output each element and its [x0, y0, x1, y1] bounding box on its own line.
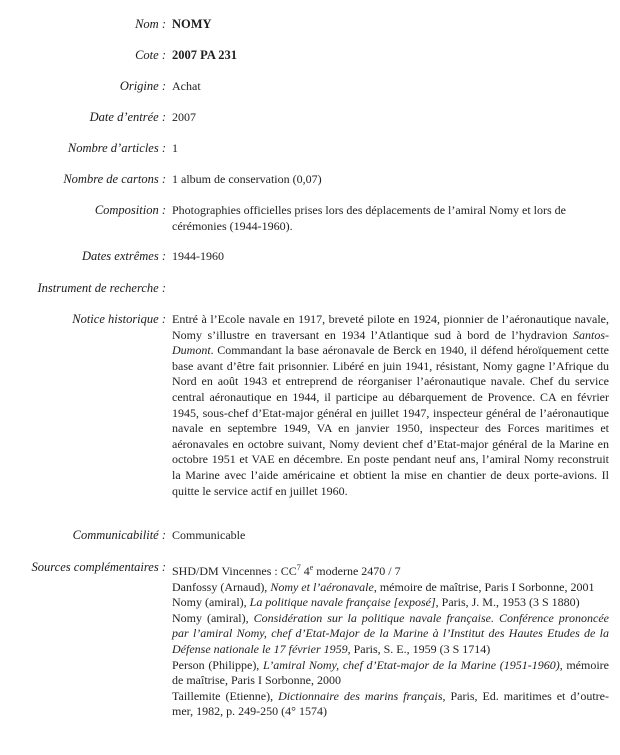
communicabilite-label: Communicabilité : [72, 528, 166, 542]
sources-label: Sources complémentaires : [31, 560, 166, 574]
origine-label: Origine : [119, 79, 166, 93]
communicabilite-value: Communicable [172, 528, 246, 542]
composition-label: Composition : [94, 203, 166, 217]
source-entry: Danfossy (Arnaud), Nomy et l’aéronavale, mémoire de maîtrise, Paris I Sorbonne, 2001 [172, 579, 595, 594]
nombre-cartons-value: 1 album de conservation (0,07) [172, 172, 322, 186]
date-entree-label: Date d’entrée : [89, 110, 166, 124]
cote-label: Cote : [135, 48, 166, 62]
dates-extremes-value: 1944-1960 [172, 249, 224, 263]
nombre-cartons-label: Nombre de cartons : [63, 172, 166, 186]
cote-value: 2007 PA 231 [172, 48, 238, 62]
notice-text-aircraft-name: Santos-Dumont [172, 327, 609, 358]
date-entree-value: 2007 [172, 110, 196, 124]
nombre-articles-label: Nombre d’articles : [67, 141, 166, 155]
nom-value: NOMY [172, 17, 212, 31]
notice-text-part1: Entré à l’Ecole navale en 1917, breveté pilote en 1924, pionnier de l’aéronautique navale, Nomy s’illustre en traversant en 1934 l’Atlantique sud à bord de l’hydravion [172, 312, 609, 342]
sources-list [172, 560, 609, 720]
notice-text [172, 312, 609, 499]
dates-extremes-label: Dates extrêmes : [82, 249, 166, 263]
source-entry: SHD/DM Vincennes : $CC^7$ 4e moderne 2470 / 7 [172, 563, 401, 578]
source-entry: Person (Philippe), L’amiral Nomy, chef d’Etat-major de la Marine (1951-1960), mémoire de maîtrise, Paris I Sorbonne, 2000 [172, 657, 610, 688]
nom-label: Nom : [135, 17, 166, 31]
origine-value: Achat [172, 79, 201, 93]
instrument-label: Instrument de recherche : [37, 281, 166, 295]
composition-value: Photographies officielles prises lors des déplacements de l’amiral Nomy et lors de cérémonies (1944-1960). [172, 203, 567, 233]
nombre-articles-value: 1 [172, 141, 178, 155]
source-entry: Taillemite (Etienne), Dictionnaire des marins français, Paris, Ed. maritimes et d’outre-mer, 1982, p. 249-250 (4° 1574) [172, 688, 609, 719]
notice-text-part2: . Commandant la base aéronavale de Berck en 1940, il défend héroïquement cette base avant d’être fait prisonnier. Libéré en juin 1941, résistant, Nomy gagne l’Afrique du Nord en août 1943 et entreprend de réorganiser l’aéronautique navale. Chef du service central aéronautique en 1944, il participe au débarquement de Provence. CA en février 1945, sous-chef d’Etat-major général en juillet 1947, inspecteur général de l’aéronautique navale en septembre 1949, VA en janvier 1950, inspecteur des Forces maritimes et aéronavales en octobre suivant, Nomy devient chef d’Etat-major général de la Marine en octobre 1951 et VAE en décembre. En poste pendant neuf ans, l’amiral Nomy reconstruit la Marine avec l’aide américaine et obtient la mise en chantier de deux porte-avions. Il quitte le service actif en juillet 1960. [172, 343, 609, 498]
notice-label: Notice historique : [72, 312, 166, 326]
source-entry: Nomy (amiral), Considération sur la politique navale française. Conférence prononcée par l’amiral Nomy, chef d’Etat-Major de la Marine à l’Institut des Hautes Etudes de la Défense nationale le 17 février 1959, Paris, S. E., 1959 (3 S 1714) [172, 610, 609, 656]
source-entry: Nomy (amiral), La politique navale française [exposé], Paris, J. M., 1953 (3 S 1880) [172, 595, 580, 610]
